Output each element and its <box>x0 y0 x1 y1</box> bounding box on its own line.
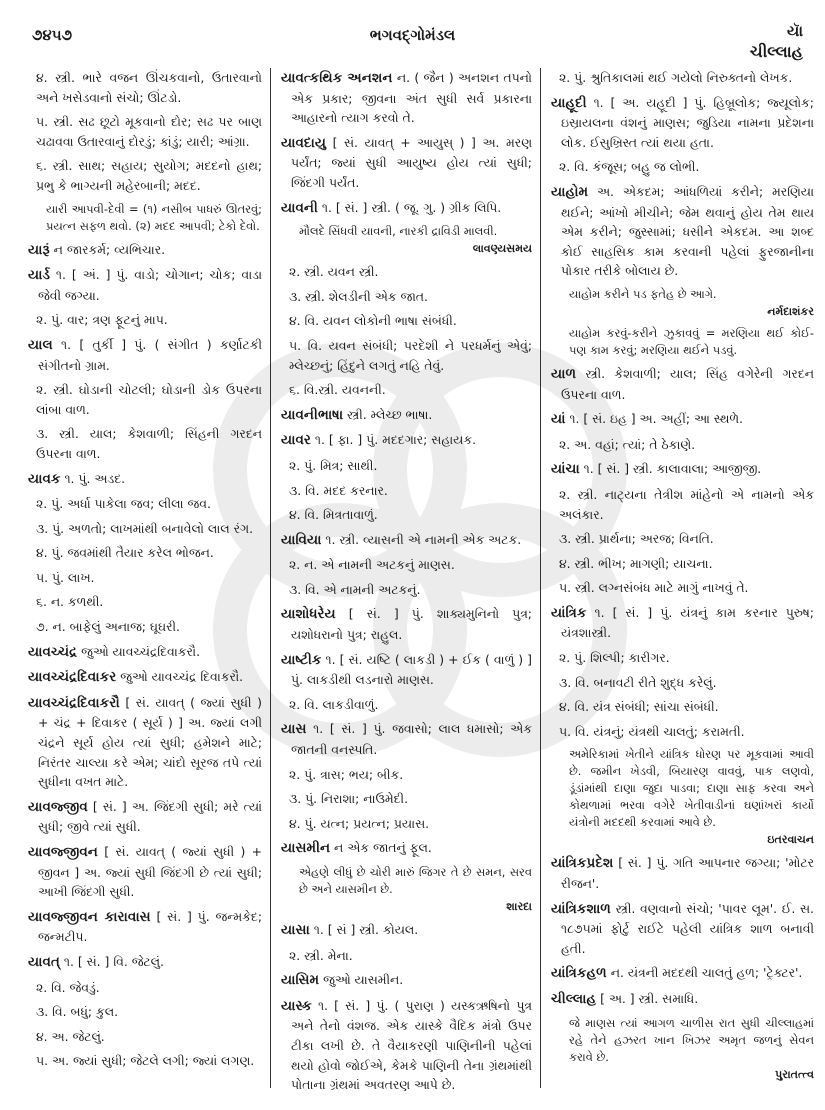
dictionary-entry <box>551 853 814 893</box>
definition: [ સં. યાવત્ + આયુસ્ ) ] અ. મરણ પર્યંત; જ્યાં સુધી આયુષ્ય હોય ત્યાં સુધી; જિંદગી પર્યંત. <box>291 134 532 190</box>
sense-line: ૩. વિ. બધું; કુલ. <box>36 1004 119 1020</box>
headword: યાળ <box>551 365 577 382</box>
headword: યાહોમ <box>551 183 589 200</box>
headword: યાવદાયુ <box>281 134 326 151</box>
dictionary-entry <box>281 133 532 193</box>
dictionary-entry <box>281 604 532 644</box>
quote-text: અમેરિકામાં ખેતીને યાંત્રિક ધોરણ પર મૂકવામાં આવી છે. જમીન ખેડવી, બિયારણ વાવવું, પાક લણવો, ડૂંડાંમાંથી દાણા જુદા પાડવા; દાણા સાફ કરવા અને કોથળામાં ભરવા વગેરે ખેતીવાડીનાં ઘણાંખરાં કાર્યો યંત્રોની મદદથી કરવામાં આવે છે. <box>569 747 814 830</box>
definition: ૧. પું. અડદ. <box>64 470 126 486</box>
dictionary-entry <box>28 667 262 688</box>
headword: યાં <box>551 411 566 428</box>
sense-line: ૨. સ્ત્રી. નાટ્યના તેત્રીશ માંહેનો એ નામનો એક અલંકાર. <box>559 486 814 522</box>
definition: જુઓ યાવચ્ચંદ્રદિવાકરૌ. <box>81 643 201 659</box>
definition: ન એક જાતનું ફૂલ. <box>334 840 432 856</box>
quote-source: શારદા <box>506 900 532 913</box>
quote-source: ઇતરવાચન <box>767 833 814 847</box>
definition: ૧. [ સં. ] વિ. જેટલું. <box>63 953 164 969</box>
sense-line: ૪. સ્ત્રી. ભીખ; માગણી; યાચના. <box>559 555 713 571</box>
sense-line: ૩. વિ. બનાવટી રીતે શુદ્ધ કરેલું. <box>559 674 717 690</box>
sense-line: ૬. વિ.સ્ત્રી. યવનની. <box>289 382 386 398</box>
column-2 <box>270 68 540 1093</box>
definition: ૧. [ અ. યહૂદી ] પું. હિબ્રૂલોક; જ્યૂલોક; ઇસ્રાયલના વંશનું માણસ; જુડિયા નામના પ્રદેશના લોક. ઈસુખ્રિસ્ત ત્યાં થયા હતા. <box>561 94 814 150</box>
sense-line: ૩. વિ. મદદ કરનાર. <box>289 482 388 498</box>
dictionary-entry <box>551 93 814 153</box>
definition: જુઓ યાસમીન. <box>323 972 404 988</box>
column-1 <box>28 68 270 1088</box>
running-title: ભગવદ્ગોમંડલ <box>369 26 456 44</box>
headword: યાવનીભાષા <box>281 406 344 423</box>
headword: યાવિયા <box>281 531 322 548</box>
sense-line: ૨. પું. અર્ધા પાકેલા જવ; લીલા જવ. <box>36 496 211 512</box>
definition: ૧. [ સં. ] પું. જવાસો; લાલ ધમાસો; એક જાતની વનસ્પતિ. <box>291 721 532 758</box>
guide-words <box>750 22 803 62</box>
sense-line: ૩. પું. નિરાશા; નાઉમેદી. <box>289 791 409 807</box>
headword: યાવજ્જીવ <box>28 798 88 815</box>
sense-line: ૪. પું. યત્ન; પ્રયત્ન; પ્રયાસ. <box>289 815 430 831</box>
dictionary-entry <box>28 469 262 490</box>
citation-quote <box>28 201 262 235</box>
definition: ૧. [ સં. ] સ્ત્રી. કાલાવાલા; આજીજી. <box>583 461 762 477</box>
headword: યાવત્કથિક અનશન <box>281 70 393 86</box>
dictionary-entry <box>28 240 262 261</box>
citation-quote <box>551 746 814 848</box>
quote-text: એહણે લીધું છે ચોરી મારું જિગર તે છે સમન, સરવ છે અને યાસમીન છે. <box>299 865 532 896</box>
sense-line: ૪. અ. જેટલું. <box>36 1028 105 1044</box>
dictionary-entry <box>281 198 532 219</box>
dictionary-entry <box>551 899 814 959</box>
sense-line: ૪. સ્ત્રી. ભારે વજન ઊંચકવાનો, ઉતારવાનો અને ખસેડવાનો સંચો; ઊંટડો. <box>36 70 262 105</box>
headword: યાલ <box>28 336 53 353</box>
headword: યાંત્રિકહળ <box>551 965 607 982</box>
quote-source: પુરાતત્ત્વ <box>775 1067 814 1081</box>
dictionary-entry <box>551 963 814 984</box>
definition: [ સં. ] પું. ગતિ આપનાર જગ્યા; 'મોટર રીજન'. <box>561 855 814 892</box>
quote-text: મૌલદે સિંધવી યાવની, નારકી દ્રાવિડી માલવી. <box>299 224 498 239</box>
definition: ન જારકર્મ; વ્યભિચાર. <box>53 241 166 257</box>
headword: યાશોધરેય <box>281 606 336 623</box>
sense-line: ૨. સ્ત્રી. ઘોડાની ચોટલી; ઘોડાની ડોક ઉપરના લાંબા વાળ. <box>36 382 262 417</box>
definition: સ્ત્રી. મ્લેચ્છ ભાષા. <box>347 406 433 422</box>
sense-line: ૩. પું. અળતો; લાખમાંથી બનાવેલો લાલ રંગ. <box>36 520 254 536</box>
sense-line: ૩. સ્ત્રી. શેલડીની એક જાત. <box>289 288 428 304</box>
dictionary-entry <box>28 842 262 902</box>
definition: [ સં. ] પું. જન્મકેદ; જન્મટીપ. <box>38 908 262 945</box>
headword: યાવજ્જીવન કારાવાસ <box>28 908 151 925</box>
dictionary-entry <box>281 430 532 451</box>
headword: યાવજ્જીવન <box>28 844 98 860</box>
sense-line: ૩. સ્ત્રી. યાલ; કેશવાળી; સિંહની ગરદન ઉપરના વાળ. <box>36 426 262 461</box>
definition: ૧. [ અં. ] પું. વાડો; ચોગાન; ચોક; વાડા જેવી જગ્યા. <box>38 267 262 303</box>
headword: ચીલ્લાહ <box>551 991 597 1007</box>
sense-line: ૫. સ્ત્રી. સઢ છૂટો મૂકવાનો દોર; સઢ પર બાણ ચઢાવવા ઉતારવાનું દોરડું; કાંડું; યારી; આંગ્રા. <box>36 114 262 149</box>
citation-quote <box>551 286 814 320</box>
dictionary-entry <box>28 335 262 375</box>
sense-line: ૪. પું. જવમાંથી તૈયાર કરેલ ભોજન. <box>36 545 214 561</box>
definition: સ્ત્રી. વણવાનો સંચો; 'પાવર લૂમ'. ઈ. સ. ૧૮૭૫માં ફોર્ટુ રાઈટે પહેલી યાંત્રિક શાળ બનાવી હતી. <box>561 900 814 956</box>
quote-source: લાવણ્યસમય <box>472 242 532 256</box>
dictionary-entry <box>551 459 814 480</box>
definition: ૧. [ સં. યષ્ટિ ( લાકડી ) + ઈક ( વાળું ) ] પું. લાકડીથી લડનારો માણસ. <box>291 651 532 688</box>
dictionary-entry <box>28 797 262 837</box>
dictionary-entry <box>281 405 532 426</box>
headword: યાસ <box>281 721 307 738</box>
definition: ન. યંત્રની મદદથી ચાલતું હળ; 'ટ્રેક્ટર'. <box>610 965 803 981</box>
sense-line: ૫. વિ. યંત્રનું; યંત્રથી ચાલતું; કરામતી. <box>559 723 745 739</box>
headword: યારૂં <box>28 241 50 258</box>
headword: યાવક <box>28 470 61 487</box>
sense-line: ૫. પું. લાખ. <box>36 569 95 585</box>
dictionary-entry <box>28 907 262 947</box>
sense-line: ૪. વિ. યવન લોકોની ભાષા સંબંધી. <box>289 313 457 329</box>
sense-line: ૨. પું. ત્રાસ; ભય; બીક. <box>289 766 404 782</box>
definition: [ સં. ] પું. શાક્યમુનિનો પુત્ર; યશોધરાનો પુત્ર; રાહુલ. <box>291 606 532 643</box>
headword: યાર્ડ <box>28 267 50 284</box>
headword: યાંચા <box>551 461 580 478</box>
definition: ૧. સ્ત્રી. વ્યાસની એ નામની એક અટક. <box>325 531 522 547</box>
dictionary-entry <box>281 719 532 759</box>
headword: યાવચ્ચંદ્રદિવાકર <box>28 669 117 686</box>
headword: યાસ્ક <box>281 997 312 1014</box>
headword: યાષ્ટીક <box>281 651 322 668</box>
citation-quote <box>281 864 532 915</box>
definition: ન. ( જૈન ) અનશન તપનો એક પ્રકાર; જીવના અંત સુધી સર્વ પ્રકારના આહારનો ત્યાગ કરવો તે. <box>291 70 532 126</box>
definition: ૧. [ સં ] સ્ત્રી. કોયલ. <box>313 922 419 937</box>
headword: યાસમીન <box>281 840 331 857</box>
dictionary-entry <box>28 693 262 792</box>
sense-line: ૪. વિ. યંત્ર સંબંધી; સાંચા સંબંધી. <box>559 699 719 715</box>
definition: ૧. [ સં. ] પું. યંત્રનું કામ કરનાર પુરુષ; યંત્રશાસ્ત્રી. <box>561 604 814 641</box>
sense-line: ૩. સ્ત્રી. પ્રાર્થના; અરજ; વિનતિ. <box>559 531 714 547</box>
citation-quote <box>551 1015 814 1083</box>
sense-line: ૨. અ. વહાં; ત્યાં; તે ઠેકાણે. <box>559 436 696 452</box>
dictionary-entry <box>28 952 262 973</box>
definition: ૧. [ સં. ] પું. ( પુરાણ ) યસ્કઋષિનો પુત્ર અને તેનો વંશજ. એક યાસ્કે વૈદિક મંત્રો ઉપર ટીકા લખી છે. તે વૈયાકરણી પાણિનીની પહેલાં થયો હોવો જોઈએ, કેમકે પાણિની તેના ગ્રંથમાંથી પોતાના ગ્રંથમાં અવતરણ આપે છે. <box>291 997 532 1093</box>
guide-word-first: યાૅ <box>787 22 803 40</box>
headword: યાવચ્ચંદ્રદિવાકરૌ <box>28 694 120 711</box>
sense-line: ૨. પું. વાર; ત્રણ ફૂટનું માપ. <box>36 312 168 328</box>
citation-quote <box>551 325 814 359</box>
dictionary-entry <box>28 265 262 305</box>
sense-line: ૨. પું. શ્રુતિકાલમાં થઈ ગયેલો નિરુક્તનો લેખક. <box>559 70 793 85</box>
quote-source: નર્મદાશંકર <box>767 304 814 318</box>
column-3 <box>540 68 818 1088</box>
definition: ૧. [ સં. ઇહ ] અ. અહીં; આ સ્થળે. <box>569 411 743 427</box>
headword: યાસા <box>281 922 310 938</box>
sense-line: ૨. પું. મિત્ર; સાથી. <box>289 457 378 473</box>
quote-text: યારી આપવી-દેવી = (૧) નસીબ પાધરું ઊતરવું; પ્રયત્ન સફળ થવો. (૨) મદદ આપવી; ટેકો દેવો. <box>46 201 262 233</box>
dictionary-entry <box>281 920 532 941</box>
dictionary-entry <box>551 364 814 404</box>
quote-text: યાહોમ કરવું-કરીને ઝુકાવવું = મરણિયા થઈ કોઈ-પણ કામ કરવું; મરણિયા થઈને પડવું. <box>569 325 814 357</box>
dictionary-entry <box>28 642 262 663</box>
dictionary-entry <box>281 530 532 551</box>
sense-line: ૨. સ્ત્રી. યવન સ્ત્રી. <box>289 264 379 280</box>
dictionary-entry <box>281 650 532 690</box>
sense-line: ૨. ન. એ નામની અટકનું માણસ. <box>289 557 455 573</box>
sense-line: ૫. વિ. યવન સંબંધી; પરદેશી ને પરધર્મનું એવું; મ્લેચ્છનું; હિંદુને લગતું નહિ તેવું. <box>289 337 532 373</box>
definition: ૧. [ ફા. ] પું. મદદગાર; સહાયક. <box>314 432 477 448</box>
dictionary-entry <box>281 970 532 991</box>
sense-line: ૨. પું. શિલ્પી; કારીગર. <box>559 650 670 666</box>
headword: યાંત્રિકપ્રદેશ <box>551 855 614 872</box>
definition: ૧. [ તુર્કી ] પું. ( સંગીત ) કર્ણાટકી સંગીતનો ગ્રામ. <box>38 336 262 373</box>
sense-line: ૨. વિ. જેવડું. <box>36 979 100 995</box>
definition: [ સં. ] અ. જિંદગી સુધી; મરે ત્યાં સુધી; જીવે ત્યાં સુધી. <box>38 798 262 835</box>
sense-line: ૭. ન. બાફેલું અનાજ; ઘૂઘરી. <box>36 619 180 635</box>
dictionary-entry <box>551 989 814 1010</box>
dictionary-entry <box>551 603 814 643</box>
sense-line: ૨. સ્ત્રી. મેના. <box>289 947 353 963</box>
quote-text: જે માણસ ત્યાં આગળ ચાળીસ રાત સુધી ચીલ્લાહમાં રહે તેને હઝરત ખાન ખિઝર અમૃત જળનું સેવન કરાવે છે. <box>569 1015 814 1064</box>
citation-quote <box>281 223 532 257</box>
guide-word-last: ચીલ્લાહ <box>749 42 803 61</box>
sense-line: ૬. ન. કળથી. <box>36 594 104 610</box>
headword: યાવની <box>281 199 318 216</box>
headword: યાવર <box>281 432 311 449</box>
definition: ૧. [ સં. ] સ્ત્રી. ( જૂ. ગુ. ) ગ્રીક લિપિ. <box>321 199 502 215</box>
definition: [ સં. યાવત્ ( જ્યાં સુધી ) + ચંદ્ર + દિવાકર ( સૂર્ય ) ] અ. જ્યાં લગી ચંદ્રને સૂર્ય હોય ત્યાં સુધી; હમેશને માટે; નિરંતર ચાલ્યા કરે એમ; ચાંદો સૂરજ તપે ત્યાં સુધીના વખત માટે. <box>38 694 262 790</box>
headword: યાંત્રિકશાળ <box>551 900 611 917</box>
sense-line: ૨. વિ. લાકડીવાળું. <box>289 696 379 712</box>
sense-line: ૬. સ્ત્રી. સાથ; સહાય; સુયોગ; મદદનો હાથ; પ્રભુ કે ભાગ્યની મહેરબાની; મદદ. <box>36 158 262 193</box>
dictionary-entry <box>281 838 532 859</box>
sense-line: ૫. અ. જ્યાં સુધી; જેટલે લગી; જ્યાં લગણ. <box>36 1053 255 1069</box>
headword: યાહૂદી <box>551 94 587 111</box>
headword: યાસિમ <box>281 972 320 989</box>
sense-line: ૫. સ્ત્રી. લગ્નસંબંધ માટે માગું નાખવું તે. <box>559 580 749 596</box>
definition: સ્ત્રી. કેશવાળી; યાલ; સિંહ વગેરેની ગરદન ઉપરના વાળ. <box>561 365 814 402</box>
dictionary-entry <box>551 182 814 281</box>
sense-line: ૨. વિ. કંજૂસ; બહુ જ લોભી. <box>559 159 700 175</box>
quote-text: યાહોમ કરીને પડ ફતેહ છે આગે. <box>569 286 717 301</box>
definition: [ સં. યાવત્ ( જ્યાં સુધી ) + જીવન ] અ. જ્યાં સુધી જિંદગી છે ત્યાં સુધી; આખી જિંદગી સુધી. <box>38 844 262 900</box>
dictionary-columns <box>28 68 818 1093</box>
page-number: ૭૪૫૭ <box>32 26 73 44</box>
headword: યાવત્ <box>28 953 60 970</box>
dictionary-entry <box>281 68 532 128</box>
dictionary-entry <box>551 409 814 430</box>
definition: અ. એકદમ; આંધળિયાં કરીને; મરણિયા થઈને; આંખો મીચીને; જેમ થવાનું હોય તેમ થાય એમ કરીને; જુસ્સામાં; ધસીને એકદમ. આ શબ્દ કોઈ સાહસિક કામ કરવાની પહેલાં ફુરજાનીના પોકાર તરીકે બોલાય છે. <box>561 183 814 279</box>
definition: જુઓ યાવચ્ચંદ્ર દિવાકરૌ. <box>120 669 244 685</box>
headword: યાવચ્ચંદ્ર <box>28 643 78 660</box>
sense-line: ૪. વિ. મિત્રતાવાળું. <box>289 507 378 523</box>
dictionary-entry <box>281 996 532 1095</box>
headword: યાંત્રિક <box>551 604 587 621</box>
sense-line: ૩. વિ. એ નામની અટકનું. <box>289 581 421 597</box>
definition: [ અ. ] સ્ત્રી. સમાધિ. <box>600 991 699 1006</box>
page-header <box>0 0 825 60</box>
